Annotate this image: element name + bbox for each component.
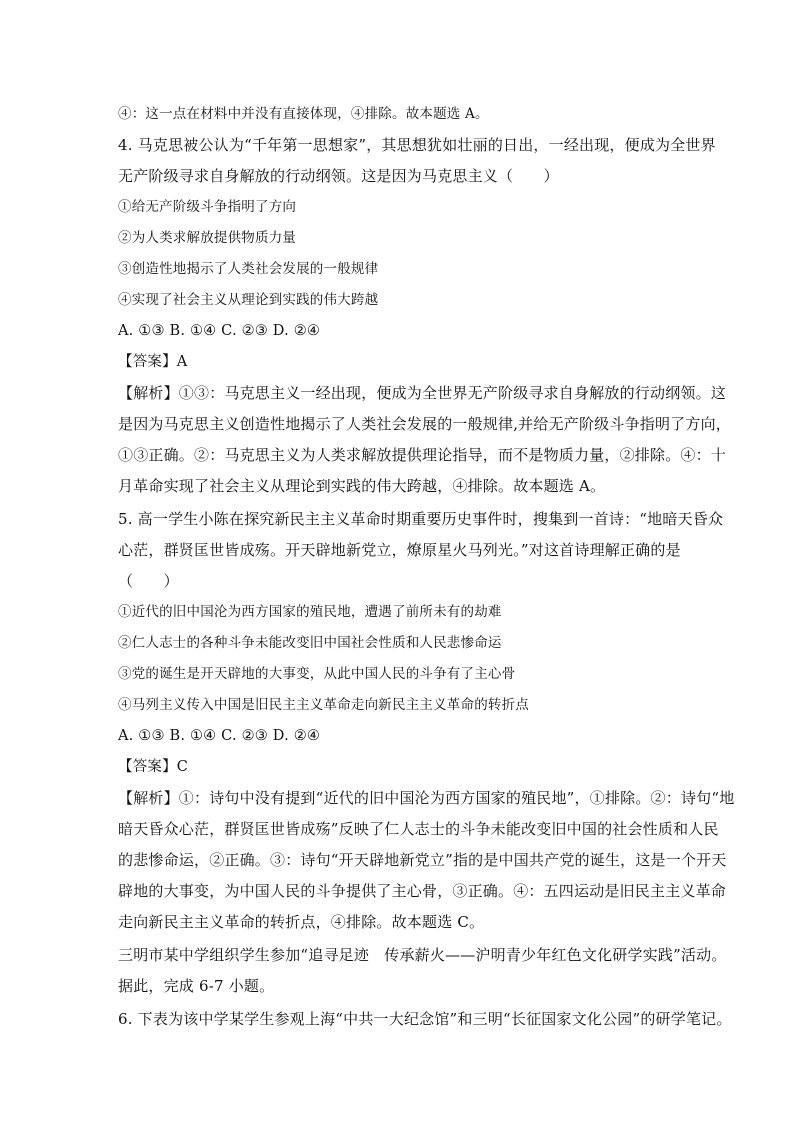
analysis-line: ①③正确。②：马克思主义为人类求解放提供理论指导，而不是物质力量，②排除。④：十 [118,446,727,464]
analysis-line: 月革命实现了社会主义从理论到实践的伟大跨越，④排除。故本题选 A。 [118,477,606,495]
analysis-line: 走向新民主主义革命的转折点，④排除。故本题选 C。 [118,913,485,931]
choices-line: A. ①③ B. ①④ C. ②③ D. ②④ [118,323,321,339]
analysis-line: 辟地的大事变，为中国人民的斗争提供了主心骨，③正确。④：五四运动是旧民主主义革命 [118,882,727,900]
answer-line: 【答案】C [118,759,189,775]
analysis-line: 暗天昏众心茫，群贤匡世皆成殇”反映了仁人志士的斗争未能改变旧中国的社会性质和人民 [118,820,719,838]
option-line: ③党的诞生是开天辟地的大事变，从此中国人民的斗争有了主心骨 [118,666,516,682]
option-line: ②为人类求解放提供物质力量 [118,230,297,246]
analysis-line: 【解析】①③：马克思主义一经出现，便成为全世界无产阶级寻求自身解放的行动纲领。这 [118,384,727,402]
option-line: ①给无产阶级斗争指明了方向 [118,199,297,215]
option-line: ④马列主义传入中国是旧民主主义革命走向新民主主义革命的转折点 [118,697,529,713]
material-intro: 三明市某中学组织学生参加“追寻足迹 传承薪火——沪明青少年红色文化研学实践”活动。 [118,946,727,964]
analysis-line: 【解析】①：诗句中没有提到“近代的旧中国沦为西方国家的殖民地”，①排除。②：诗句“地 [118,789,735,807]
question-5-stem: 心茫，群贤匡世皆成殇。开天辟地新党立，燎原星火马列光。”对这首诗理解正确的是 [118,541,681,559]
analysis-line: 是因为马克思主义创造性地揭示了人类社会发展的一般规律,并给无产阶级斗争指明了方向， [118,415,731,433]
question-6-stem: 6. 下表为该中学某学生参观上海“中共一大纪念馆”和三明“长征国家文化公园”的研学笔记。 [118,1010,732,1028]
question-4-stem: 4. 马克思被公认为“千年第一思想家”，其思想犹如壮丽的日出，一经出现，便成为全世界 [118,136,716,154]
choices-line: A. ①③ B. ①④ C. ②③ D. ②④ [118,728,321,744]
option-line: ④实现了社会主义从理论到实践的伟大跨越 [118,292,379,308]
text-line: ④：这一点在材料中并没有直接体现，④排除。故本题选 A。 [118,106,489,122]
answer-line: 【答案】A [118,354,188,370]
question-4-stem: 无产阶级寻求自身解放的行动纲领。这是因为马克思主义（ ） [118,167,559,185]
question-5-stem: （ ） [118,572,179,590]
option-line: ①近代的旧中国沦为西方国家的殖民地，遭遇了前所未有的劫难 [118,604,502,620]
option-line: ③创造性地揭示了人类社会发展的一般规律 [118,261,379,277]
analysis-line: 的悲惨命运，②正确。③：诗句“开天辟地新党立”指的是中国共产党的诞生，这是一个开天 [118,851,727,869]
material-intro: 据此，完成 6-7 小题。 [118,977,275,995]
question-5-stem: 5. 高一学生小陈在探究新民主主义革命时期重要历史事件时，搜集到一首诗：“地暗天昏众 [118,510,724,528]
option-line: ②仁人志士的各种斗争未能改变旧中国社会性质和人民悲惨命运 [118,635,502,651]
